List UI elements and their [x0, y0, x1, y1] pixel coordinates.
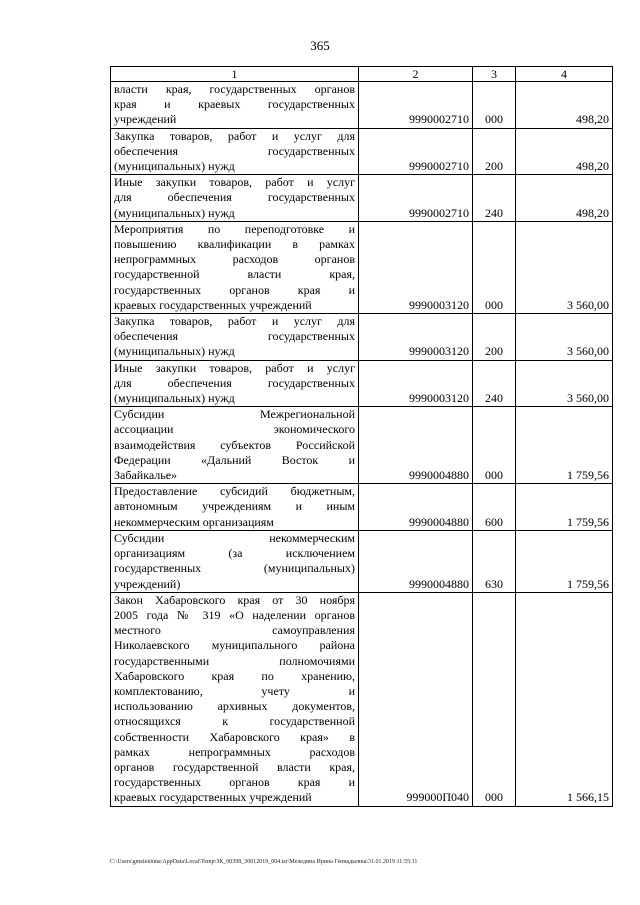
description-line: относящихся к государственной [114, 714, 355, 729]
row-expense-type: 000 [473, 82, 516, 129]
column-header-description: 1 [111, 67, 359, 82]
description-line: государственных органов края и [114, 282, 355, 297]
row-target-code: 9990003120 [359, 314, 473, 361]
description-line: власти края, государственных органов [114, 82, 355, 96]
description-line: Субсидии некоммерческим [114, 530, 355, 545]
table-row [111, 592, 613, 806]
description-line: государственной власти края, [114, 267, 355, 282]
description-line: учреждений [114, 112, 177, 127]
row-amount: 1 759,56 [516, 407, 613, 484]
row-expense-type: 630 [473, 530, 516, 592]
row-description [111, 484, 359, 531]
row-target-code: 9990004880 [359, 484, 473, 531]
row-amount: 1 759,56 [516, 484, 613, 531]
description-line: Иные закупки товаров, работ и услуг [114, 175, 355, 190]
column-header-amount: 4 [516, 67, 613, 82]
row-target-code: 999000П040 [359, 592, 473, 806]
row-amount: 498,20 [516, 175, 613, 222]
table-row [111, 484, 613, 531]
description-line: краевых государственных учреждений [114, 790, 312, 805]
description-line: собственности Хабаровского края» в [114, 729, 355, 744]
description-line: обеспечения государственных [114, 143, 355, 158]
row-amount: 3 560,00 [516, 314, 613, 361]
row-target-code: 9990004880 [359, 530, 473, 592]
description-line: Федерации «Дальний Восток и [114, 452, 355, 467]
description-line: местного самоуправления [114, 623, 355, 638]
description-line: взаимодействия субъектов Российской [114, 437, 355, 452]
description-line: государственных (муниципальных) [114, 561, 355, 576]
row-amount: 1 759,56 [516, 530, 613, 592]
description-line: (муниципальных) нужд [114, 344, 235, 359]
row-target-code: 9990004880 [359, 407, 473, 484]
row-expense-type: 000 [473, 407, 516, 484]
description-line: Предоставление субсидий бюджетным, [114, 484, 355, 499]
row-expense-type: 200 [473, 128, 516, 175]
page-number: 365 [310, 38, 330, 53]
description-line: организациям (за исключением [114, 546, 355, 561]
description-line: Николаевского муниципального района [114, 638, 355, 653]
row-amount: 1 566,15 [516, 592, 613, 806]
description-line: (муниципальных) нужд [114, 391, 235, 406]
row-expense-type: 000 [473, 592, 516, 806]
row-target-code: 9990002710 [359, 82, 473, 129]
row-description [111, 407, 359, 484]
row-amount: 498,20 [516, 128, 613, 175]
description-line: краевых государственных учреждений [114, 297, 312, 312]
description-line: повышению квалификации в рамках [114, 237, 355, 252]
file-path-footer: C:\Users\gmelekhina\AppData\Local\Temp\ЗК_00398_30012019_004.tsr\Меледина Ирина Геннадьевна\31.01.2019 11:55:11 [110, 859, 418, 865]
row-description [111, 82, 359, 129]
description-line: Закон Хабаровского края от 30 ноября [114, 592, 355, 607]
description-line: непрограммных расходов органов [114, 252, 355, 267]
row-amount: 3 560,00 [516, 360, 613, 407]
description-line: Забайкалье» [114, 468, 178, 483]
table-row [111, 128, 613, 175]
row-target-code: 9990002710 [359, 128, 473, 175]
description-line: 2005 года № 319 «О наделении органов [114, 607, 355, 622]
description-line: для обеспечения государственных [114, 190, 355, 205]
description-line: учреждений) [114, 576, 181, 591]
table-row [111, 530, 613, 592]
row-description [111, 128, 359, 175]
row-description [111, 221, 359, 313]
budget-table [110, 66, 613, 807]
description-line: автономным учреждениям и иным [114, 499, 355, 514]
description-line: государственных органов края и [114, 775, 355, 790]
row-expense-type: 200 [473, 314, 516, 361]
row-description [111, 530, 359, 592]
table-row [111, 221, 613, 313]
description-line: (муниципальных) нужд [114, 205, 235, 220]
description-line: Закупка товаров, работ и услуг для [114, 314, 355, 329]
row-target-code: 9990003120 [359, 360, 473, 407]
row-description [111, 592, 359, 806]
row-description [111, 360, 359, 407]
row-target-code: 9990003120 [359, 221, 473, 313]
description-line: Хабаровского края по хранению, [114, 668, 355, 683]
description-line: края и краевых государственных [114, 97, 355, 112]
table-row [111, 360, 613, 407]
row-description [111, 314, 359, 361]
description-line: для обеспечения государственных [114, 375, 355, 390]
description-line: использованию архивных документов, [114, 699, 355, 714]
description-line: органов государственной власти края, [114, 759, 355, 774]
description-line: Иные закупки товаров, работ и услуг [114, 360, 355, 375]
description-line: Субсидии Межрегиональной [114, 407, 355, 422]
description-line: обеспечения государственных [114, 329, 355, 344]
row-amount: 498,20 [516, 82, 613, 129]
description-line: (муниципальных) нужд [114, 159, 235, 174]
column-header-type: 3 [473, 67, 516, 82]
row-expense-type: 240 [473, 360, 516, 407]
table-row [111, 314, 613, 361]
description-line: Закупка товаров, работ и услуг для [114, 128, 355, 143]
description-line: комплектованию, учету и [114, 683, 355, 698]
row-expense-type: 240 [473, 175, 516, 222]
table-body [111, 82, 613, 807]
row-expense-type: 600 [473, 484, 516, 531]
table-header-row [111, 67, 613, 82]
description-line: Мероприятия по переподготовке и [114, 221, 355, 236]
description-line: рамках непрограммных расходов [114, 744, 355, 759]
row-expense-type: 000 [473, 221, 516, 313]
description-line: государственными полномочиями [114, 653, 355, 668]
description-line: ассоциации экономического [114, 422, 355, 437]
table-row [111, 407, 613, 484]
row-description [111, 175, 359, 222]
table-row [111, 82, 613, 129]
description-line: некоммерческим организациям [114, 514, 274, 529]
column-header-code: 2 [359, 67, 473, 82]
table-row [111, 175, 613, 222]
row-target-code: 9990002710 [359, 175, 473, 222]
row-amount: 3 560,00 [516, 221, 613, 313]
